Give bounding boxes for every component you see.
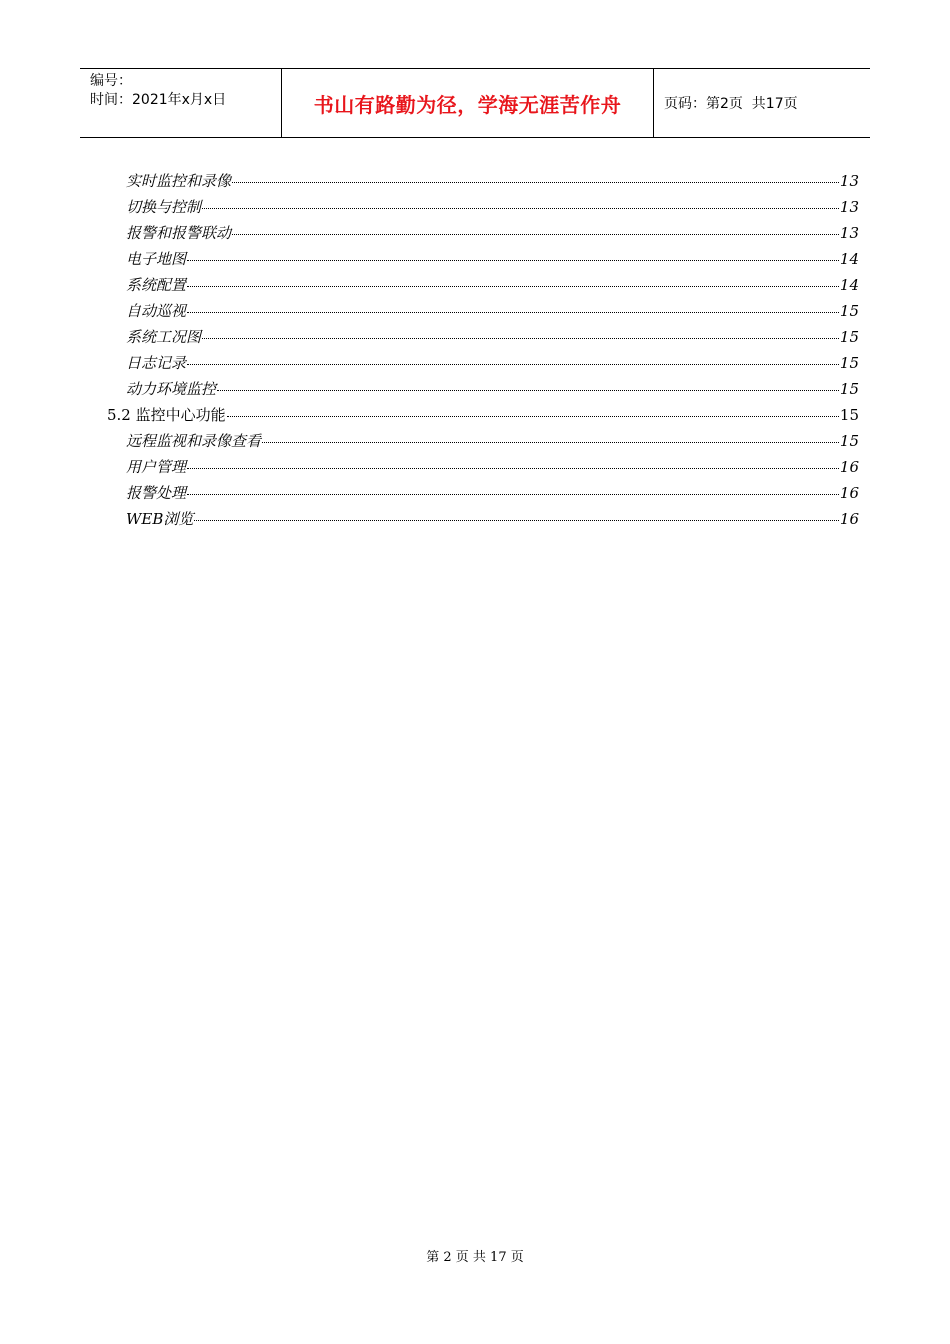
toc-entry-label: 日志记录: [126, 354, 187, 372]
toc-entry[interactable]: [126, 326, 859, 352]
toc-dot-leader: [202, 338, 839, 339]
toc-entry-page-number: 13: [839, 172, 859, 190]
toc-entry[interactable]: [126, 378, 859, 404]
footer-page-number: 第 2 页 共 17 页: [426, 1250, 524, 1265]
toc-entry-label: 切换与控制: [126, 198, 202, 216]
toc-entry-page-number: 16: [839, 484, 859, 502]
toc-entry-page-number: 15: [839, 432, 859, 450]
toc-entry[interactable]: [126, 352, 859, 378]
header-page-info-text: 页码：第2页 共17页: [664, 96, 798, 112]
toc-entry[interactable]: [107, 404, 859, 430]
toc-entry[interactable]: [126, 430, 859, 456]
document-number-label: 编号：: [90, 73, 132, 89]
toc-entry-page-number: 15: [839, 302, 859, 320]
toc-entry-label: 用户管理: [126, 458, 187, 476]
toc-dot-leader: [202, 208, 839, 209]
toc-entry[interactable]: [126, 274, 859, 300]
toc-dot-leader: [232, 234, 839, 235]
document-time-label: 时间：2021年x月x日: [90, 92, 227, 108]
toc-entry-label: 报警和报警联动: [126, 224, 232, 242]
toc-entry-label: 5.2 监控中心功能: [107, 406, 226, 424]
toc-dot-leader: [187, 364, 839, 365]
toc-entry-page-number: 13: [839, 224, 859, 242]
toc-entry-page-number: 14: [839, 276, 859, 294]
toc-entry[interactable]: [126, 300, 859, 326]
toc-entry-label: WEB浏览: [126, 510, 194, 528]
toc-dot-leader: [187, 312, 839, 313]
toc-entry-label: 远程监视和录像查看: [126, 432, 262, 450]
toc-dot-leader: [232, 182, 839, 183]
toc-entry-label: 报警处理: [126, 484, 187, 502]
toc-dot-leader: [187, 494, 839, 495]
toc-entry-page-number: 16: [839, 510, 859, 528]
toc-entry-label: 动力环境监控: [126, 380, 217, 398]
toc-entry[interactable]: [126, 456, 859, 482]
toc-dot-leader: [187, 260, 839, 261]
toc-entry-page-number: 14: [839, 250, 859, 268]
page-header: [80, 68, 870, 138]
toc-entry-page-number: 13: [839, 198, 859, 216]
toc-entry[interactable]: [126, 170, 859, 196]
toc-entry[interactable]: [126, 248, 859, 274]
toc-entry-page-number: 15: [839, 380, 859, 398]
toc-entry[interactable]: [126, 222, 859, 248]
table-of-contents: [0, 170, 950, 534]
toc-entry-label: 实时监控和录像: [126, 172, 232, 190]
toc-dot-leader: [217, 390, 839, 391]
header-meta: [80, 69, 282, 137]
toc-dot-leader: [227, 416, 839, 417]
toc-dot-leader: [187, 286, 839, 287]
toc-entry-label: 系统配置: [126, 276, 187, 294]
toc-entry-page-number: 15: [839, 406, 859, 424]
toc-entry[interactable]: [126, 508, 859, 534]
toc-entry-label: 自动巡视: [126, 302, 187, 320]
toc-dot-leader: [194, 520, 839, 521]
toc-entry-page-number: 15: [839, 354, 859, 372]
header-page-info: [654, 69, 870, 137]
toc-dot-leader: [262, 442, 839, 443]
toc-entry-label: 电子地图: [126, 250, 187, 268]
toc-entry-label: 系统工况图: [126, 328, 202, 346]
toc-entry[interactable]: [126, 196, 859, 222]
toc-entry[interactable]: [126, 482, 859, 508]
toc-entry-page-number: 15: [839, 328, 859, 346]
header-motto: 书山有路勤为径，学海无涯苦作舟: [282, 69, 654, 137]
page-footer: [0, 1246, 950, 1265]
toc-entry-page-number: 16: [839, 458, 859, 476]
toc-dot-leader: [187, 468, 839, 469]
